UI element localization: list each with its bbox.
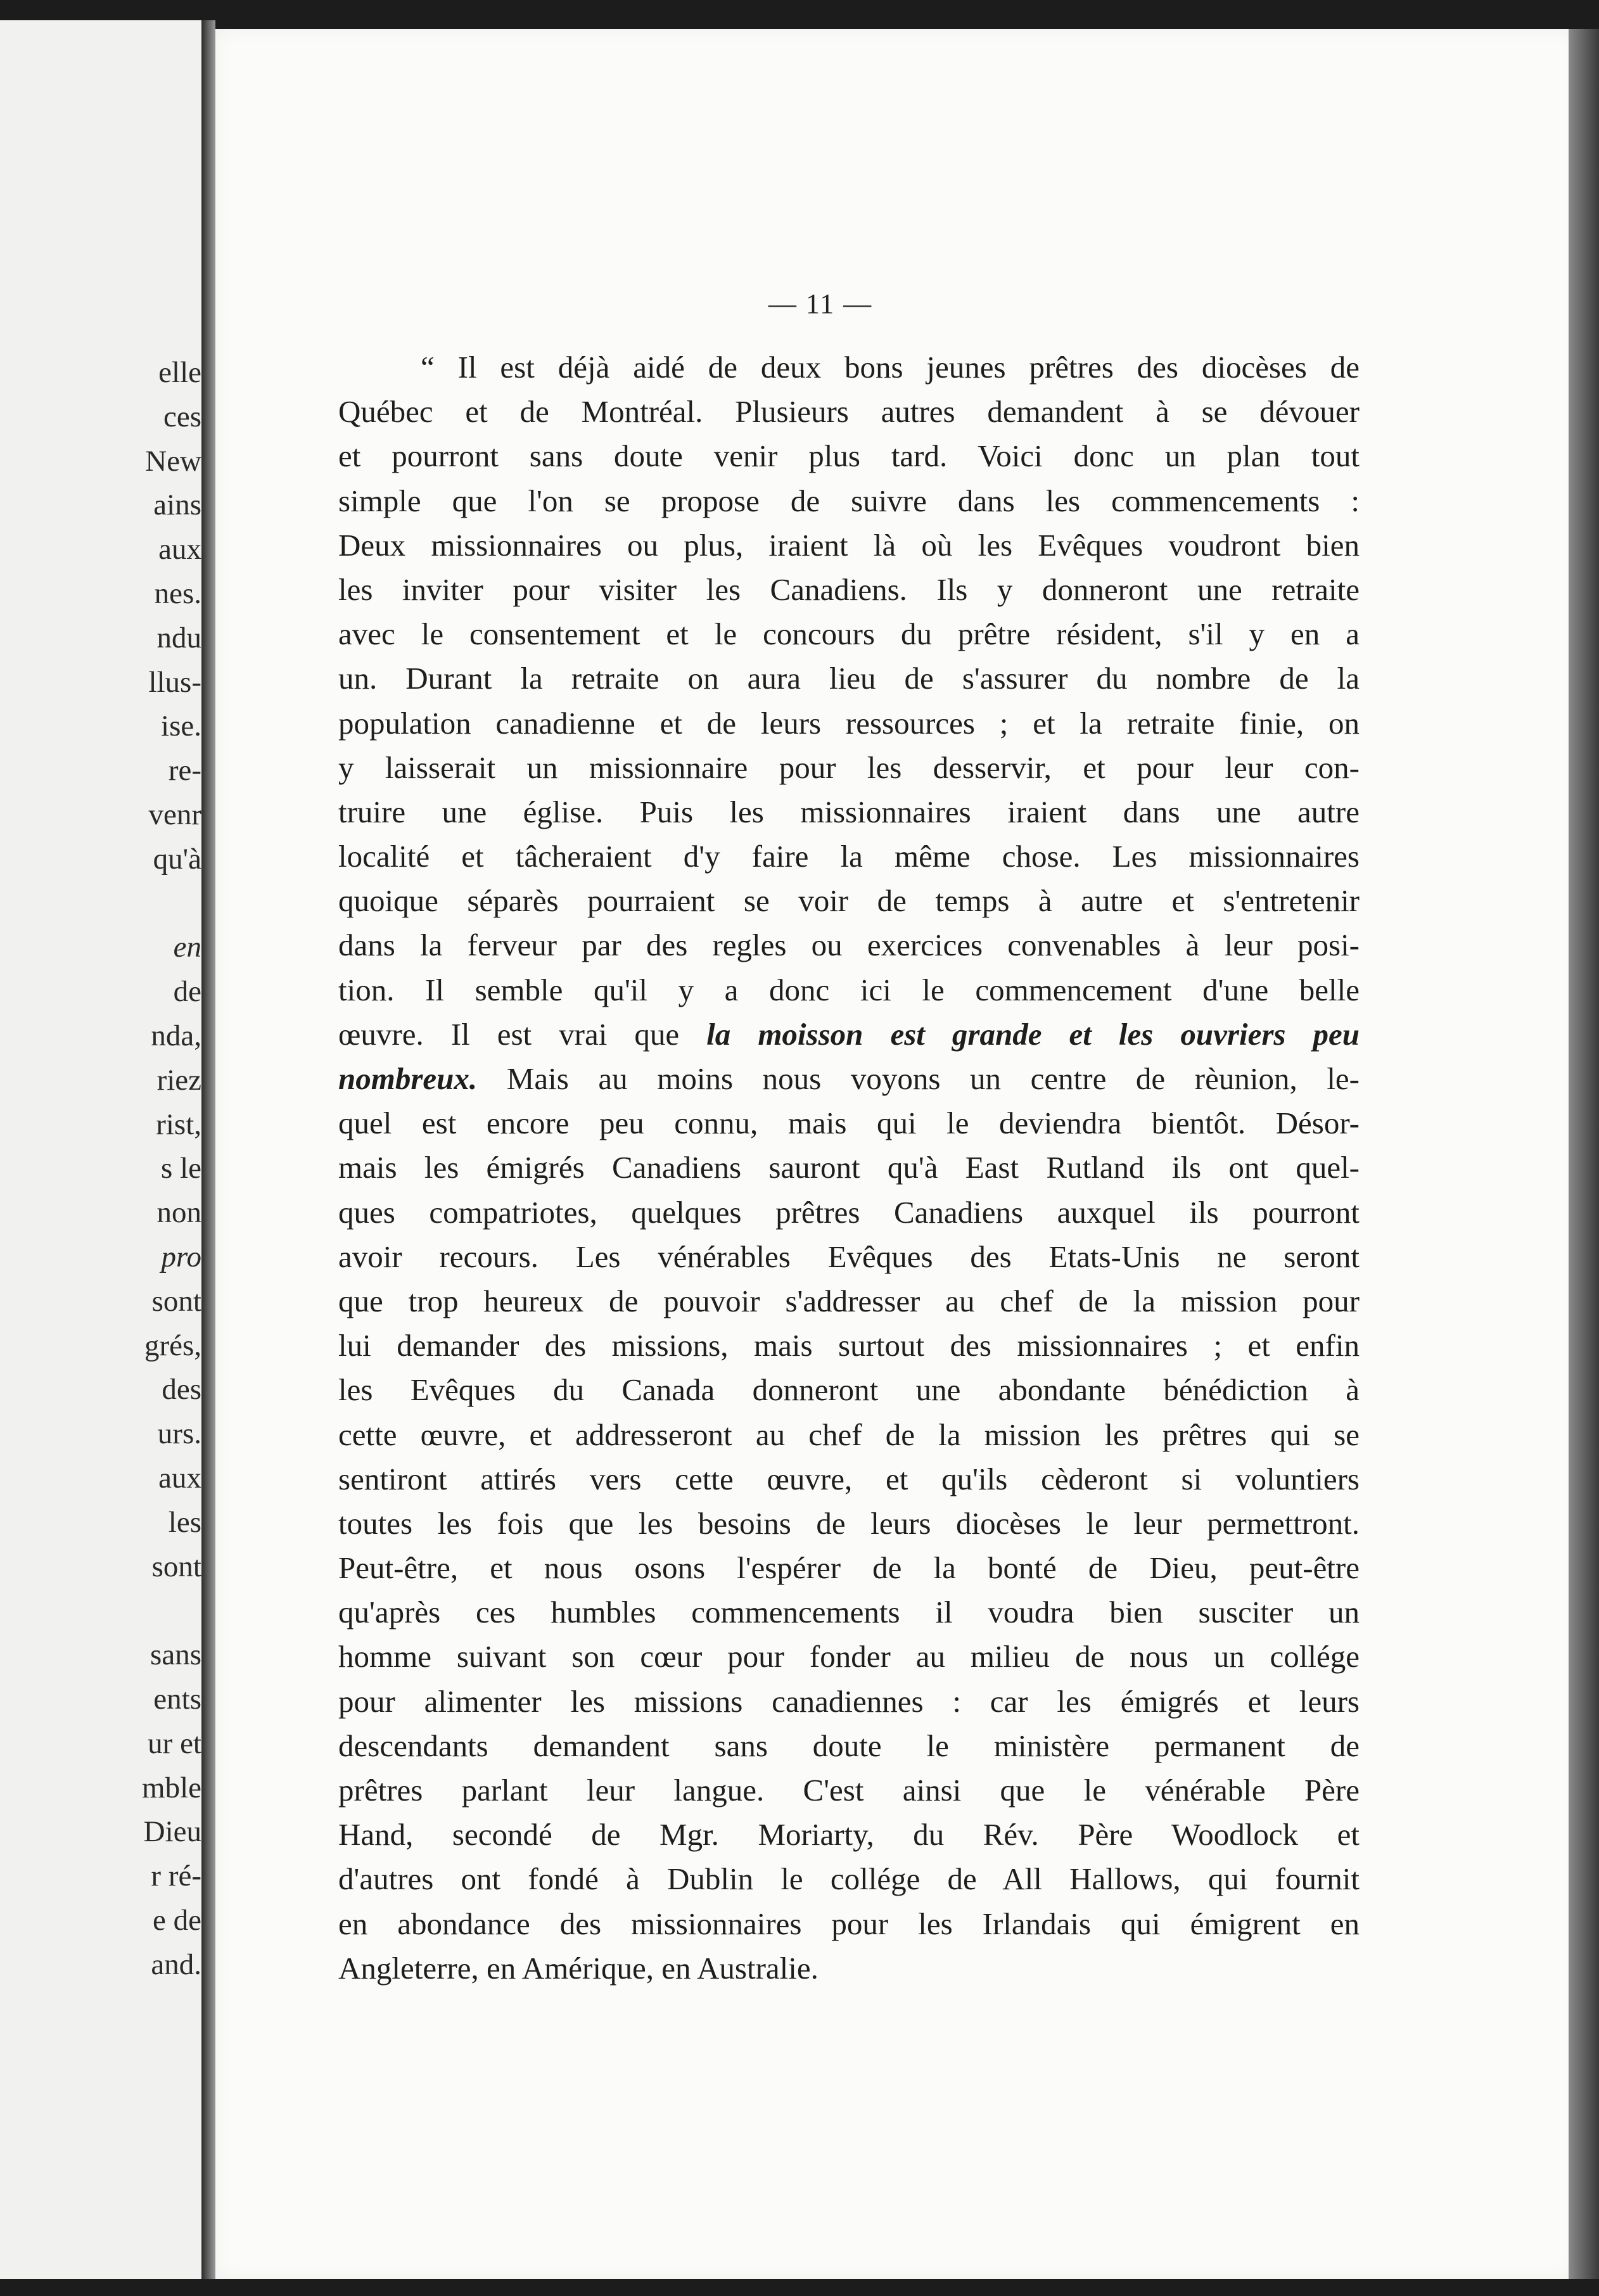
text-line: d'autres ont fondé à Dublin le collége de All Hallows, qui fournit bbox=[338, 1861, 1360, 1897]
left-margin-fragment: grés, bbox=[144, 1329, 201, 1362]
text-line: un. Durant la retraite on aura lieu de s'assurer du nombre de la bbox=[338, 661, 1360, 696]
left-margin-fragment: ndu bbox=[156, 621, 201, 654]
text-line: pour alimenter les missions canadiennes : car les émigrés et leurs bbox=[338, 1683, 1360, 1719]
left-margin-fragment: ur et bbox=[148, 1726, 201, 1760]
text-line: en abondance des missionnaires pour les Irlandais qui émigrent en bbox=[338, 1906, 1360, 1941]
text-line-last: Angleterre, en Amérique, en Australie. bbox=[338, 1950, 819, 1986]
text-line: et pourront sans doute venir plus tard. Voici donc un plan tout bbox=[338, 438, 1360, 474]
page-number: — 11 — bbox=[768, 288, 873, 319]
text-line: homme suivant son cœur pour fonder au milieu de nous un collége bbox=[338, 1639, 1360, 1674]
left-margin-fragment: les bbox=[168, 1505, 201, 1539]
text-line-with-italic bbox=[338, 1012, 1360, 1057]
text-line: population canadienne et de leurs ressources ; et la retraite finie, on bbox=[338, 705, 1360, 741]
text-span: œuvre. Il est vrai que bbox=[338, 1016, 707, 1052]
left-margin-fragment: urs. bbox=[157, 1417, 201, 1451]
left-margin-fragment: llus- bbox=[148, 665, 201, 699]
left-margin-fragment: riez bbox=[156, 1063, 201, 1097]
left-margin-fragment: ces bbox=[163, 400, 201, 433]
text-line: Deux missionnaires ou plus, iraient là où les Evêques voudront bien bbox=[338, 527, 1360, 563]
left-page-margin-text bbox=[87, 351, 201, 1987]
left-margin-fragment: Dieu bbox=[143, 1815, 201, 1849]
left-margin-fragment: aux bbox=[158, 1461, 201, 1495]
text-line: quoique séparès pourraient se voir de temps à autre et s'entretenir bbox=[338, 883, 1360, 919]
left-margin-fragment: pro bbox=[161, 1240, 201, 1273]
left-margin-fragment: New bbox=[145, 444, 201, 478]
text-line: sentiront attirés vers cette œuvre, et qu'ils cèderont si voluntiers bbox=[338, 1461, 1360, 1496]
text-line: Québec et de Montréal. Plusieurs autres demandent à se dévouer bbox=[338, 394, 1360, 430]
text-line: lui demander des missions, mais surtout des missionnaires ; et enfin bbox=[338, 1328, 1360, 1363]
text-line-with-italic bbox=[338, 1057, 1360, 1101]
left-margin-fragment: nda, bbox=[151, 1019, 201, 1052]
left-margin-fragment: s le bbox=[161, 1152, 201, 1185]
text-line: localité et tâcheraient d'y faire la même chose. Les missionnaires bbox=[338, 839, 1360, 874]
text-line: les Evêques du Canada donneront une abondante bénédiction à bbox=[338, 1372, 1360, 1408]
text-line: quel est encore peu connu, mais qui le deviendra bientôt. Désor- bbox=[338, 1106, 1360, 1141]
left-margin-fragment: en bbox=[173, 931, 201, 964]
left-margin-fragment: rist, bbox=[156, 1107, 201, 1141]
text-line: dans la ferveur par des regles ou exercices convenables à leur posi- bbox=[338, 928, 1360, 963]
left-margin-fragment: ise. bbox=[161, 710, 201, 743]
text-line: Hand, secondé de Mgr. Moriarty, du Rév. Père Woodlock et bbox=[338, 1817, 1360, 1853]
left-margin-fragment: mble bbox=[142, 1771, 201, 1804]
italic-quote: la moisson est grande et les ouvriers peu bbox=[706, 1016, 1360, 1052]
left-margin-fragment: elle bbox=[158, 356, 201, 389]
left-margin-fragment: ains bbox=[153, 488, 201, 522]
left-margin-fragment: non bbox=[156, 1196, 201, 1230]
text-line: truire une église. Puis les missionnaires iraient dans une autre bbox=[338, 794, 1360, 829]
text-line: ques compatriotes, quelques prêtres Canadiens auxquel ils pourront bbox=[338, 1194, 1360, 1230]
left-margin-fragment: ents bbox=[153, 1682, 201, 1716]
text-line: y laisserait un missionnaire pour les desservir, et pour leur con- bbox=[338, 749, 1360, 785]
left-margin-fragment bbox=[87, 882, 201, 926]
left-margin-fragment: qu'à bbox=[153, 842, 201, 876]
text-line: toutes les fois que les besoins de leurs diocèses le leur permettront. bbox=[338, 1505, 1360, 1541]
body-paragraph bbox=[338, 345, 1360, 1991]
left-margin-fragment: nes. bbox=[154, 577, 201, 610]
text-line: cette œuvre, et addresseront au chef de la mission les prêtres qui se bbox=[338, 1417, 1360, 1452]
left-margin-fragment: des bbox=[162, 1373, 201, 1406]
text-line: Peut-être, et nous osons l'espérer de la bonté de Dieu, peut-être bbox=[338, 1550, 1360, 1586]
text-line: que trop heureux de pouvoir s'addresser au chef de la mission pour bbox=[338, 1283, 1360, 1318]
left-margin-fragment bbox=[87, 1589, 201, 1633]
text-line: prêtres parlant leur langue. C'est ainsi que le vénérable Père bbox=[338, 1773, 1360, 1808]
left-margin-fragment: sont bbox=[151, 1284, 201, 1318]
italic-quote-end: nombreux. bbox=[338, 1061, 478, 1096]
text-span: Mais au moins nous voyons un centre de rèunion, le- bbox=[477, 1061, 1360, 1096]
left-margin-fragment: aux bbox=[158, 533, 201, 566]
left-margin-fragment: r ré- bbox=[151, 1859, 201, 1893]
text-line: tion. Il semble qu'il y a donc ici le commencement d'une belle bbox=[338, 972, 1360, 1007]
text-line: les inviter pour visiter les Canadiens. Ils y donneront une retraite bbox=[338, 571, 1360, 607]
left-margin-fragment: venr bbox=[148, 798, 201, 831]
left-margin-fragment: sont bbox=[151, 1550, 201, 1583]
left-page bbox=[0, 20, 201, 2279]
left-margin-fragment: de bbox=[173, 975, 201, 1009]
left-margin-fragment: re- bbox=[168, 754, 201, 788]
text-line: “ Il est déjà aidé de deux bons jeunes prêtres des diocèses de bbox=[421, 350, 1360, 385]
text-line: simple que l'on se propose de suivre dans les commencements : bbox=[338, 483, 1360, 518]
right-page-edge bbox=[1569, 29, 1599, 2279]
text-line: mais les émigrés Canadiens sauront qu'à East Rutland ils ont quel- bbox=[338, 1150, 1360, 1185]
book-gutter bbox=[201, 20, 215, 2279]
left-margin-fragment: sans bbox=[150, 1638, 201, 1672]
text-line: qu'après ces humbles commencements il voudra bien susciter un bbox=[338, 1595, 1360, 1630]
text-line: avec le consentement et le concours du prêtre résident, s'il y en a bbox=[338, 616, 1360, 652]
left-margin-fragment: e de bbox=[153, 1903, 201, 1937]
left-margin-fragment: and. bbox=[151, 1948, 201, 1981]
text-line: descendants demandent sans doute le ministère permanent de bbox=[338, 1728, 1360, 1763]
text-line: avoir recours. Les vénérables Evêques des Etats-Unis ne seront bbox=[338, 1239, 1360, 1274]
